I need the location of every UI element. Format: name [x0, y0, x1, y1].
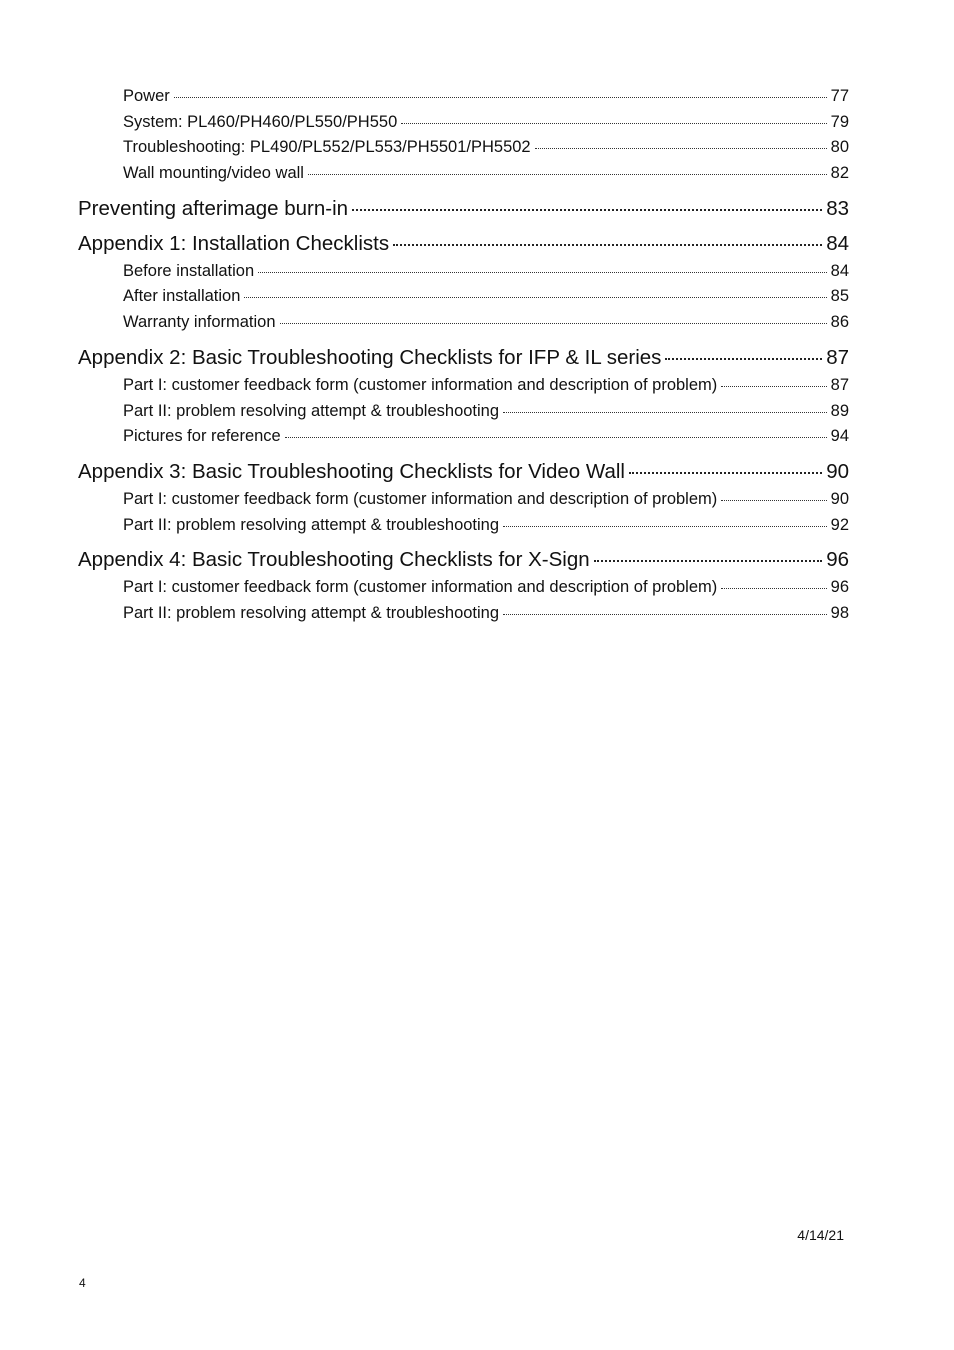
toc-entry-page: 84	[830, 261, 849, 280]
dot-leader	[244, 297, 826, 298]
toc-entry-title: Warranty information	[123, 313, 276, 332]
toc-entry-page: 92	[830, 515, 849, 534]
toc-section-page: 90	[826, 459, 849, 483]
toc-entry-page: 90	[830, 489, 849, 508]
toc-entry-title: Part I: customer feedback form (customer information and description of problem)	[123, 578, 718, 597]
dot-leader	[503, 614, 827, 615]
dot-leader	[285, 437, 827, 438]
toc-entry-page: 85	[830, 287, 849, 306]
toc-entry-part-2-troubleshooting[interactable]	[78, 399, 849, 425]
toc-entry-page: 80	[830, 138, 849, 157]
dot-leader	[401, 123, 826, 124]
toc-entry-title: Part II: problem resolving attempt & troubleshooting	[123, 401, 500, 420]
toc-entry-title: Troubleshooting: PL490/PL552/PL553/PH5501/PH5502	[123, 138, 531, 157]
toc-entry-title: Part II: problem resolving attempt & troubleshooting	[123, 603, 500, 622]
dot-leader	[594, 560, 823, 562]
toc-entry-part-1-feedback[interactable]	[78, 373, 849, 399]
dot-leader	[665, 358, 822, 360]
dot-leader	[258, 272, 826, 273]
dot-leader	[393, 244, 822, 246]
toc-entry-title: Part I: customer feedback form (customer information and description of problem)	[123, 375, 718, 394]
toc-section-appendix-2[interactable]	[78, 345, 849, 371]
toc-entry-troubleshooting[interactable]	[78, 135, 849, 161]
toc-entry-part-2-troubleshooting[interactable]	[78, 513, 849, 539]
dot-leader	[503, 526, 827, 527]
toc-entry-system[interactable]	[78, 110, 849, 136]
toc-section-preventing-burn-in[interactable]	[78, 196, 849, 222]
toc-entry-title: After installation	[123, 287, 241, 306]
toc-entry-before-installation[interactable]	[78, 259, 849, 285]
table-of-contents	[78, 84, 849, 627]
toc-entry-page: 86	[830, 313, 849, 332]
toc-entry-pictures[interactable]	[78, 424, 849, 450]
footer-date: 4/14/21	[797, 1227, 844, 1243]
toc-entry-part-1-feedback[interactable]	[78, 487, 849, 513]
toc-section-title: Appendix 2: Basic Troubleshooting Checklists for IFP & IL series	[78, 345, 662, 369]
toc-entry-page: 89	[830, 401, 849, 420]
toc-section-page: 96	[826, 548, 849, 572]
toc-entry-title: Part II: problem resolving attempt & troubleshooting	[123, 515, 500, 534]
toc-entry-page: 96	[830, 578, 849, 597]
toc-entry-page: 87	[830, 375, 849, 394]
toc-entry-title: Power	[123, 87, 170, 105]
toc-entry-page: 94	[830, 427, 849, 446]
toc-section-page: 84	[826, 231, 849, 255]
toc-entry-title: Part I: customer feedback form (customer information and description of problem)	[123, 489, 718, 508]
toc-entry-title: Before installation	[123, 261, 255, 280]
dot-leader	[721, 386, 826, 387]
footer-page-number: 4	[79, 1276, 86, 1290]
toc-entry-title: Wall mounting/video wall	[123, 164, 304, 183]
toc-entry-title: Pictures for reference	[123, 427, 281, 446]
toc-section-title: Preventing afterimage burn-in	[78, 196, 349, 220]
toc-section-title: Appendix 3: Basic Troubleshooting Checklists for Video Wall	[78, 459, 625, 483]
toc-entry-page: 82	[830, 164, 849, 183]
toc-section-page: 83	[826, 196, 849, 220]
toc-entry-part-1-feedback[interactable]	[78, 575, 849, 601]
toc-entry-part-2-troubleshooting[interactable]	[78, 601, 849, 627]
toc-entry-power[interactable]	[78, 84, 849, 110]
toc-section-appendix-3[interactable]	[78, 459, 849, 485]
dot-leader	[535, 148, 827, 149]
dot-leader	[174, 97, 827, 98]
toc-entry-wall-mounting[interactable]	[78, 161, 849, 187]
toc-entry-page: 79	[830, 112, 849, 131]
toc-section-appendix-4[interactable]	[78, 547, 849, 573]
dot-leader	[280, 323, 827, 324]
dot-leader	[721, 500, 826, 501]
dot-leader	[352, 209, 822, 211]
toc-section-title: Appendix 4: Basic Troubleshooting Checklists for X-Sign	[78, 548, 590, 572]
dot-leader	[503, 412, 827, 413]
toc-entry-page: 98	[830, 603, 849, 622]
toc-section-page: 87	[826, 345, 849, 369]
toc-entry-after-installation[interactable]	[78, 284, 849, 310]
toc-entry-page: 77	[830, 87, 849, 105]
toc-section-title: Appendix 1: Installation Checklists	[78, 231, 390, 255]
toc-entry-warranty[interactable]	[78, 310, 849, 336]
toc-entry-title: System: PL460/PH460/PL550/PH550	[123, 112, 398, 131]
toc-section-appendix-1[interactable]	[78, 231, 849, 257]
dot-leader	[308, 174, 827, 175]
dot-leader	[629, 472, 822, 474]
dot-leader	[721, 588, 826, 589]
